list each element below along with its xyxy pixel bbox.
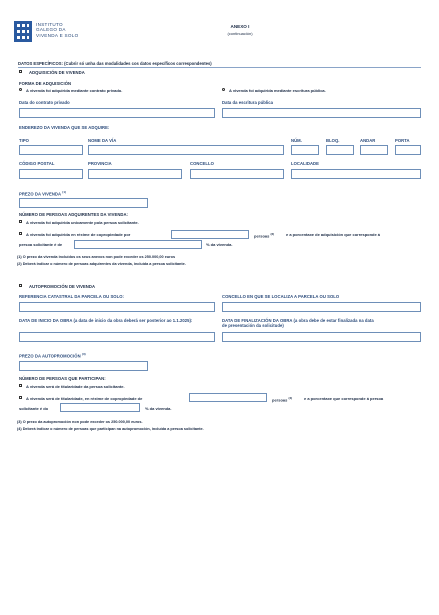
- buyers-title: NÚMERO DE PERSOAS ADQUIRENTES DA VIVENDA:: [19, 212, 128, 217]
- price-label-text: PREZO DA VIVENDA: [19, 191, 62, 197]
- municipality-field[interactable]: [222, 302, 421, 312]
- buyer-option2-text-e: % da vivenda.: [206, 242, 233, 247]
- addr-andar-label: ANDAR: [360, 138, 376, 143]
- form-private-radio[interactable]: [19, 88, 22, 91]
- addr-nome-via-field[interactable]: [88, 145, 284, 155]
- addr-provincia-field[interactable]: [88, 169, 182, 179]
- addr-num-field[interactable]: [291, 145, 319, 155]
- part-option2-text-b: [272, 396, 292, 402]
- start-date-label: DATA DE INICIO DA OBRA (a data de inicio da obra deberá ser posterior ao 1.1.2025):: [19, 318, 193, 323]
- self-price-label-text: PREZO DA AUTOPROMOCIÓN: [19, 353, 81, 359]
- buyer-option2-text-a: A vivenda foi adquirida en réxime de copropiedade por: [26, 232, 131, 237]
- price-field[interactable]: [19, 198, 148, 208]
- buyer-option2-persons: persoas: [254, 233, 270, 239]
- part-percent-field[interactable]: [60, 403, 140, 412]
- date-private-label: Data do contrato privado: [19, 100, 70, 105]
- buyer-option1-checkbox[interactable]: [19, 220, 22, 223]
- acquisition-checkbox[interactable]: [19, 70, 22, 73]
- addr-bloq-label: BLOQ.: [326, 138, 340, 143]
- date-public-field[interactable]: [222, 108, 421, 118]
- addr-cp-field[interactable]: [19, 169, 83, 179]
- addr-bloq-field[interactable]: [326, 145, 354, 155]
- part-option1-label: A vivenda será de titularidade da persoa solicitante.: [26, 384, 125, 389]
- institute-line: VIVENDA E SOLO: [36, 32, 79, 38]
- participants-title: NÚMERO DE PERSOAS QUE PARTICIPAN:: [19, 376, 106, 381]
- note-1: (1) O prezo da vivenda incluídos os seus anexos non pode exceder os 250.000,00 euros: [17, 255, 176, 259]
- address-title: ENDEREZO DA VIVENDA QUE SE ADQUIRE:: [19, 125, 110, 130]
- buyer-option2-text-b: [254, 232, 274, 238]
- buyer-option2-checkbox[interactable]: [19, 232, 22, 235]
- part-option1-checkbox[interactable]: [19, 384, 22, 387]
- institute-name: [36, 22, 79, 38]
- note-4: (4) Deberá indicar o número de persoas que participan na autopromoción, incluída a persoa solicitante.: [17, 427, 204, 431]
- addr-andar-field[interactable]: [360, 145, 388, 155]
- self-price-ref: (3): [81, 352, 86, 356]
- logo: [14, 21, 32, 42]
- addr-tipo-field[interactable]: [19, 145, 83, 155]
- part-option2-ref: (4): [288, 396, 293, 400]
- logo-emblem-icon: [14, 21, 32, 42]
- addr-concello-field[interactable]: [190, 169, 284, 179]
- addr-nome-via-label: NOME DA VÍA: [88, 138, 117, 143]
- buyer-option2-text-c: e a porcentaxe de adquisición que corresponde á: [286, 232, 381, 237]
- cadastral-field[interactable]: [19, 302, 215, 312]
- addr-cp-label: CÓDIGO POSTAL: [19, 161, 55, 166]
- acquisition-title: ADQUISICIÓN DE VIVENDA: [29, 69, 85, 75]
- buyer-option2-text-d: persoa solicitante é de: [19, 242, 63, 247]
- start-date-field[interactable]: [19, 332, 215, 342]
- addr-tipo-label: TIPO: [19, 138, 29, 143]
- part-option2-text-c: e a porcentaxe que corresponde á persoa: [304, 396, 384, 401]
- form-public-radio[interactable]: [222, 88, 225, 91]
- cadastral-label: REFERENCIA CATASTRAL DA PARCELA OU SOLO:: [19, 294, 124, 299]
- part-option2-text-a: A vivenda será de titularidade, en réxime de copropiedade de: [26, 396, 143, 401]
- addr-provincia-label: PROVINCIA: [88, 161, 112, 166]
- note-3: (3) O prezo da autopromoción non pode exceder os 250.000,00 euros.: [17, 420, 143, 424]
- self-price-label: [19, 352, 86, 358]
- buyer-percent-field[interactable]: [74, 240, 202, 249]
- addr-concello-label: CONCELLO: [190, 161, 214, 166]
- municipality-label: CONCELLO EN QUE SE LOCALIZA A PARCELA OU SOLO: [222, 294, 340, 299]
- specific-data-title: DATOS ESPECÍFICOS: (Cubrir só unha das modalidades cos datos específicos correspondentes): [18, 61, 212, 66]
- addr-localidade-label: LOCALIDADE: [291, 161, 319, 166]
- annex-subtitle: (continuación): [227, 31, 253, 36]
- self-promotion-checkbox[interactable]: [19, 284, 22, 287]
- price-ref: (1): [62, 190, 67, 194]
- self-promotion-title: AUTOPROMOCIÓN DE VIVENDA: [29, 283, 96, 289]
- end-date-field[interactable]: [222, 332, 421, 342]
- part-option2-persons: persoas: [272, 397, 288, 403]
- addr-num-label: NÚM.: [291, 138, 302, 143]
- end-date-label-1: DATA DE FINALIZACIÓN DA OBRA (a obra debe de estar finalizada na data: [222, 318, 374, 323]
- form-title: FORMA DE ADQUISICIÓN: [19, 81, 72, 86]
- part-option2-text-e: % da vivenda.: [145, 406, 172, 411]
- annex-title: ANEXO I: [230, 24, 250, 29]
- end-date-label-2: de presentación da solicitude): [222, 323, 284, 328]
- buyer-option2-ref: (2): [270, 232, 275, 236]
- addr-porta-label: PORTA: [395, 138, 410, 143]
- institute-line: GALEGO DA: [36, 27, 66, 33]
- part-count-field[interactable]: [189, 393, 267, 402]
- date-public-label: Data da escritura pública: [222, 100, 274, 105]
- form-public-label: A vivenda foi adquirida mediante escritura pública.: [229, 87, 326, 93]
- part-option2-checkbox[interactable]: [19, 396, 22, 399]
- buyer-option1-label: A vivenda foi adquirida unicamente pola persoa solicitante.: [26, 220, 139, 225]
- self-price-field[interactable]: [19, 361, 148, 371]
- price-label: [19, 190, 66, 196]
- addr-localidade-field[interactable]: [291, 169, 421, 179]
- part-option2-text-d: solicitante é do: [19, 406, 49, 411]
- note-2: (2) Deberá indicar o número de persoas adquirentes da vivenda, incluída a persoa solicitante.: [17, 262, 186, 266]
- buyer-count-field[interactable]: [171, 230, 249, 239]
- institute-line: INSTITUTO: [36, 22, 63, 27]
- addr-porta-field[interactable]: [395, 145, 421, 155]
- form-private-label: A vivenda foi adquirida mediante contrato privado.: [26, 87, 123, 93]
- date-private-field[interactable]: [19, 108, 215, 118]
- section-rule: [18, 67, 421, 68]
